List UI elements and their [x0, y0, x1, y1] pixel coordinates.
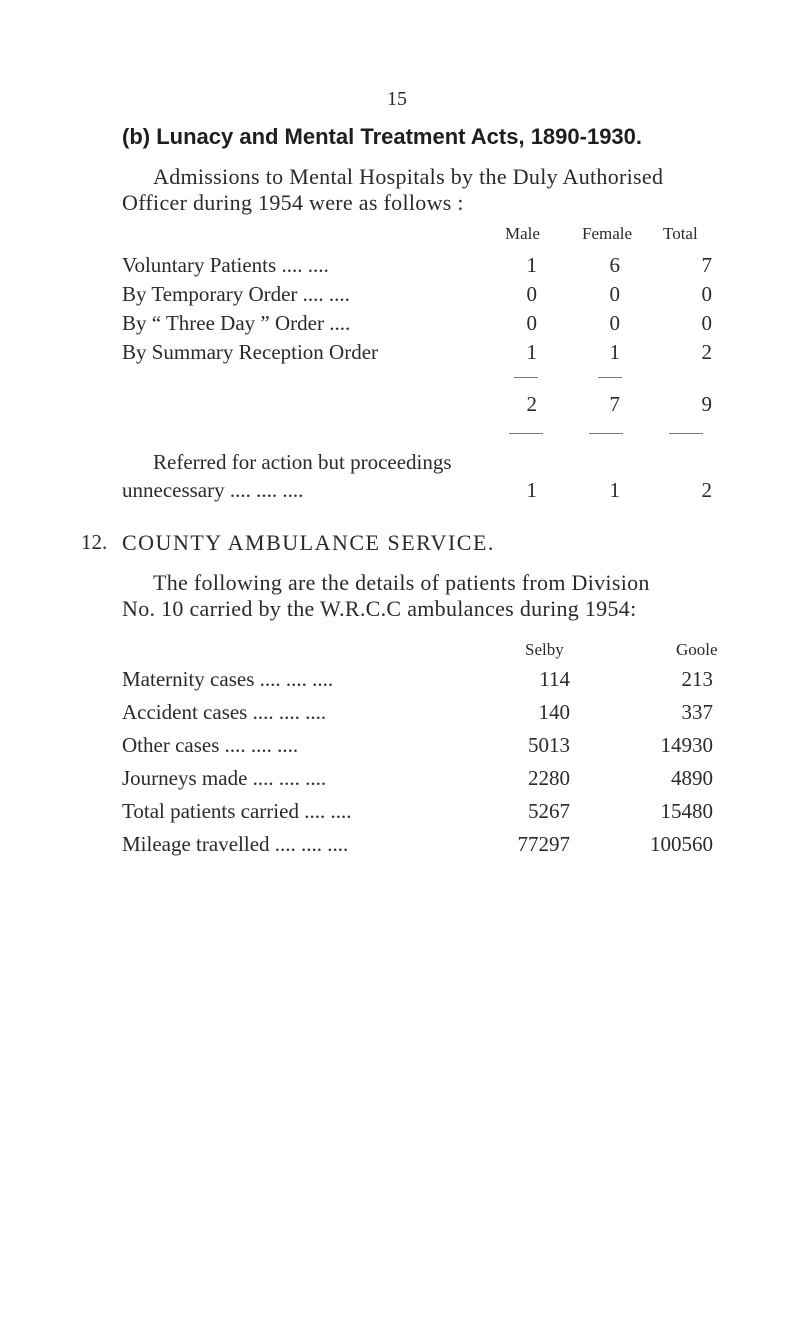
- row-label: By “ Three Day ” Order ....: [122, 311, 351, 335]
- section-number: 12.: [81, 530, 108, 554]
- intro-line: Officer during 1954 were as follows :: [122, 190, 464, 215]
- selby-value: 140: [538, 700, 570, 724]
- referred-label: unnecessary .... .... ....: [122, 478, 304, 502]
- male-value: 0: [526, 311, 537, 335]
- male-total: 2: [526, 392, 537, 416]
- female-value: 6: [609, 253, 620, 277]
- column-header-female: Female: [582, 224, 633, 243]
- goole-value: 15480: [660, 799, 713, 823]
- male-value: 1: [526, 340, 537, 364]
- total-value: 7: [701, 253, 712, 277]
- divider: [509, 433, 543, 434]
- selby-value: 77297: [517, 832, 570, 856]
- column-header-goole: Goole: [676, 640, 718, 659]
- goole-value: 14930: [660, 733, 713, 757]
- intro-line: Admissions to Mental Hospitals by the Duly Authorised: [153, 164, 664, 189]
- section-title: COUNTY AMBULANCE SERVICE.: [122, 530, 495, 555]
- column-header-selby: Selby: [525, 640, 564, 659]
- selby-value: 5267: [528, 799, 570, 823]
- intro-line: The following are the details of patients from Division: [153, 570, 650, 595]
- female-value: 1: [609, 340, 620, 364]
- column-header-total: Total: [663, 224, 698, 243]
- female-total: 7: [609, 392, 620, 416]
- section-heading: (b) Lunacy and Mental Treatment Acts, 1890-1930.: [122, 124, 643, 149]
- goole-value: 100560: [650, 832, 713, 856]
- goole-value: 213: [681, 667, 713, 691]
- goole-value: 337: [681, 700, 713, 724]
- total-value: 2: [701, 340, 712, 364]
- selby-value: 5013: [528, 733, 570, 757]
- total-value: 0: [701, 311, 712, 335]
- female-value: 0: [609, 311, 620, 335]
- referred-female: 1: [609, 478, 620, 502]
- referred-total: 2: [701, 478, 712, 502]
- row-label: Other cases .... .... ....: [122, 733, 299, 757]
- intro-line: No. 10 carried by the W.R.C.C ambulances during 1954:: [122, 596, 637, 621]
- divider: [669, 433, 703, 434]
- divider: [598, 377, 622, 378]
- row-label: Maternity cases .... .... ....: [122, 667, 334, 691]
- selby-value: 2280: [528, 766, 570, 790]
- page-number: 15: [387, 88, 407, 110]
- row-label: Accident cases .... .... ....: [122, 700, 327, 724]
- row-label: By Temporary Order .... ....: [122, 282, 350, 306]
- referred-male: 1: [526, 478, 537, 502]
- male-value: 0: [526, 282, 537, 306]
- grand-total: 9: [701, 392, 712, 416]
- row-label: Journeys made .... .... ....: [122, 766, 327, 790]
- goole-value: 4890: [671, 766, 713, 790]
- selby-value: 114: [539, 667, 570, 691]
- female-value: 0: [609, 282, 620, 306]
- divider: [514, 377, 538, 378]
- referred-label: Referred for action but proceedings: [153, 450, 452, 474]
- column-header-male: Male: [505, 224, 540, 243]
- divider: [589, 433, 623, 434]
- total-value: 0: [701, 282, 712, 306]
- row-label: Voluntary Patients .... ....: [122, 253, 329, 277]
- row-label: Total patients carried .... ....: [122, 799, 352, 823]
- male-value: 1: [526, 253, 537, 277]
- row-label: By Summary Reception Order: [122, 340, 379, 364]
- row-label: Mileage travelled .... .... ....: [122, 832, 349, 856]
